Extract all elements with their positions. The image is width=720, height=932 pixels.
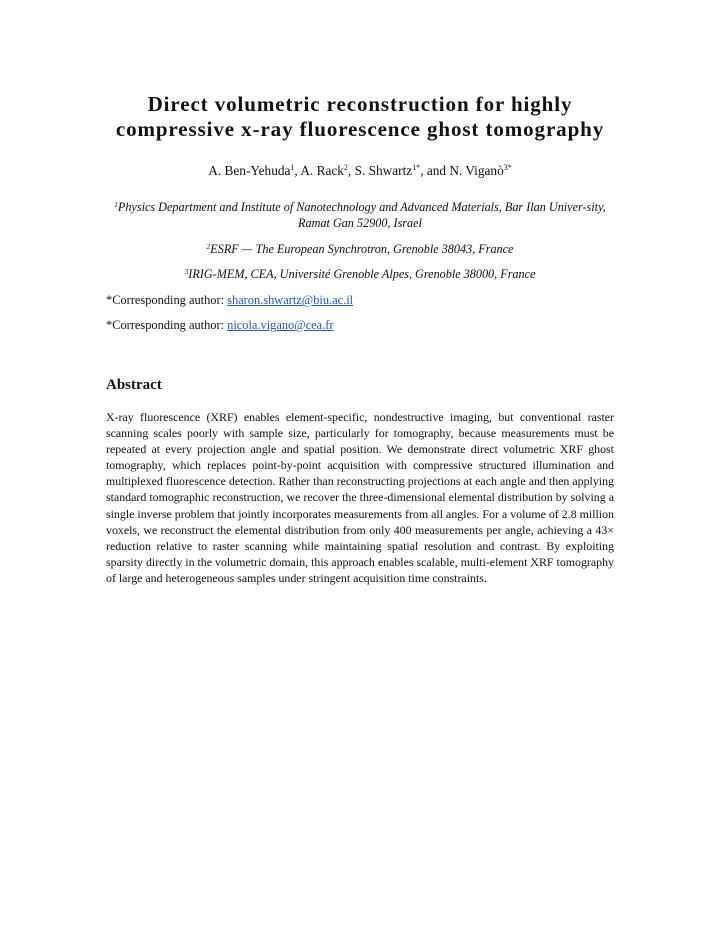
- affiliation-text: ESRF — The European Synchrotron, Grenoble 38043, France: [210, 242, 514, 256]
- affiliation: [100, 199, 620, 231]
- affiliation-number: 2: [206, 242, 211, 251]
- author-affil-marker: 1*: [412, 163, 421, 172]
- corresponding-label: *Corresponding author:: [106, 318, 228, 332]
- author-name: S. Shwartz: [354, 163, 413, 178]
- author-separator: ,: [347, 163, 355, 178]
- paper-title: [60, 92, 660, 142]
- title-line-1: Direct volumetric reconstruction for highly: [147, 92, 573, 116]
- affiliation-text: IRIG-MEM, CEA, Université Grenoble Alpes, Grenoble 38000, France: [188, 267, 536, 281]
- affiliation-number: 1: [114, 200, 118, 209]
- affiliation-number: 3: [184, 267, 189, 276]
- author-list: [60, 162, 660, 180]
- affiliation-text: Physics Department and Institute of Nanotechnology and Advanced Materials, Bar Ilan Univer-sity, Ramat Gan 52900, Israel: [117, 200, 606, 230]
- corresponding-author: [106, 317, 334, 333]
- abstract-heading: Abstract: [106, 377, 162, 393]
- corresponding-label: *Corresponding author:: [106, 293, 228, 307]
- author-name: A. Ben-Yehuda: [208, 163, 291, 178]
- affiliation: [100, 266, 620, 282]
- author-affil-marker: 2: [343, 163, 348, 172]
- author-affil-marker: 1: [290, 163, 295, 172]
- author-separator: , and: [420, 163, 450, 178]
- author-name: N. Viganò: [449, 163, 504, 178]
- email-link[interactable]: nicola.vigano@cea.fr: [227, 318, 334, 332]
- corresponding-author: [106, 292, 353, 308]
- email-link[interactable]: sharon.shwartz@biu.ac.il: [227, 293, 354, 307]
- author-separator: ,: [294, 163, 301, 178]
- affiliation: [100, 241, 620, 257]
- author-name: A. Rack: [300, 163, 344, 178]
- author-affil-marker: 3*: [503, 163, 512, 172]
- title-line-2: compressive x-ray fluorescence ghost tomography: [115, 117, 605, 141]
- abstract-text: X-ray fluorescence (XRF) enables element-specific, nondestructive imaging, but conventional raster scanning scales poorly with sample size, particularly for tomography, because measurements must be repeated at every projection angle and spatial position. We demonstrate direct volumetric XRF ghost tomography, which replaces point-by-point acquisition with compressive structured illumination and multiplexed fluorescence detection. Rather than reconstructing projections at each angle and then applying standard tomographic reconstruction, we recover the three-dimensional elemental distribution by solving a single inverse problem that jointly incorporates measurements from all angles. For a volume of 2.8 million voxels, we reconstruct the elemental distribution from only 400 measurements per angle, achieving a 43× reduction relative to raster scanning while maintaining spatial resolution and contrast. By exploiting sparsity directly in the volumetric domain, this approach enables scalable, multi-element XRF tomography of large and heterogeneous samples under stringent acquisition time constraints.: [106, 410, 614, 585]
